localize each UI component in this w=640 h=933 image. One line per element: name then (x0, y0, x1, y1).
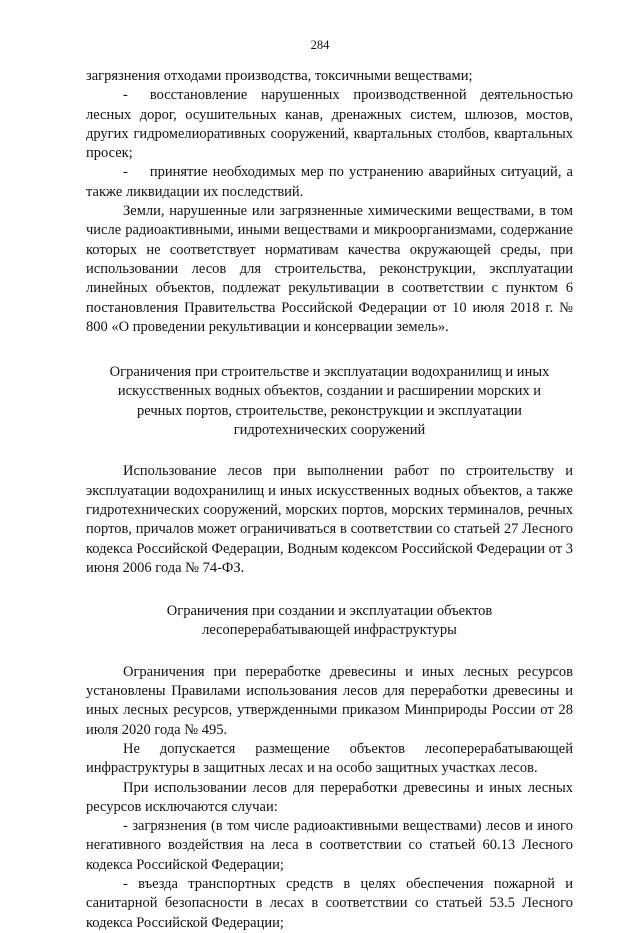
paragraph: При использовании лесов для переработки древесины и иных лесных ресурсов исключаются случаи: (86, 779, 573, 815)
dash-list-item (86, 86, 573, 163)
list-item-text: восстановление нарушенных производственной деятельностью лесных дорог, осушительных канав, дренажных систем, шлюзов, мостов, других гидромелиоративных сооружений, квартальных столбов, квартальных просек; (86, 87, 573, 162)
dash-marker: - (123, 164, 128, 181)
list-item-text: принятие необходимых мер по устранению аварийных ситуаций, а также ликвидации их последствий. (86, 164, 573, 200)
page-number: 284 (310, 38, 330, 52)
paragraph: Ограничения при переработке древесины и иных лесных ресурсов установлены Правилами использования лесов для переработки древесины и иных лесных ресурсов, утвержденными приказом Минприроды России от 28 июля 2020 года № 495. (86, 663, 573, 738)
section-heading: Ограничения при строительстве и эксплуатации водохранилищ и иных искусственных водных объектов, создании и расширении морских и речных портов, строительстве, реконструкции и эксплуатации гидротехнических сооружений (109, 364, 550, 439)
dash-marker: - (123, 87, 128, 104)
paragraph: Земли, нарушенные или загрязненные химическими веществами, в том числе радиоактивными, иными веществами и микроорганизмами, содержание которых не соответствует нормативам качества окружающей среды, при использовании лесов для строительства, реконструкции, эксплуатации линейных объектов, подлежат рекультивации в соответствии с пунктом 6 постановления Правительства Российской Федерации от 10 июля 2018 г. № 800 «О проведении рекультивации и консервации земель». (86, 203, 573, 335)
dash-list-item (86, 163, 573, 202)
paragraph: Использование лесов при выполнении работ по строительству и эксплуатации водохранилищ и иных искусственных водных объектов, а также гидротехнических сооружений, морских портов, морских терминалов, речных портов, причалов может ограничиваться в соответствии со статьей 27 Лесного кодекса Российской Федерации, Водным кодексом Российской Федерации от 3 июня 2006 года № 74-ФЗ. (86, 463, 573, 576)
document-body (86, 67, 573, 933)
section-heading (94, 602, 565, 641)
paragraph: загрязнения отходами производства, токсичными веществами; (86, 68, 473, 84)
paragraph: Не допускается размещение объектов лесоперерабатывающей инфраструктуры в защитных лесах и на особо защитных участках лесов. (86, 740, 573, 777)
list-item: - въезда транспортных средств в целях обеспечения пожарной и санитарной безопасности в лесах в соответствии со статьей 53.5 Лесного кодекса Российской Федерации; (86, 875, 573, 931)
heading-line: лесоперерабатывающей инфраструктуры (202, 622, 457, 639)
heading-line: Ограничения при создании и эксплуатации объектов (166, 603, 493, 620)
list-item: - загрязнения (в том числе радиоактивными веществами) лесов и иного негативного воздействия на леса в соответствии со статьей 60.13 Лесного кодекса Российской Федерации; (86, 818, 573, 873)
